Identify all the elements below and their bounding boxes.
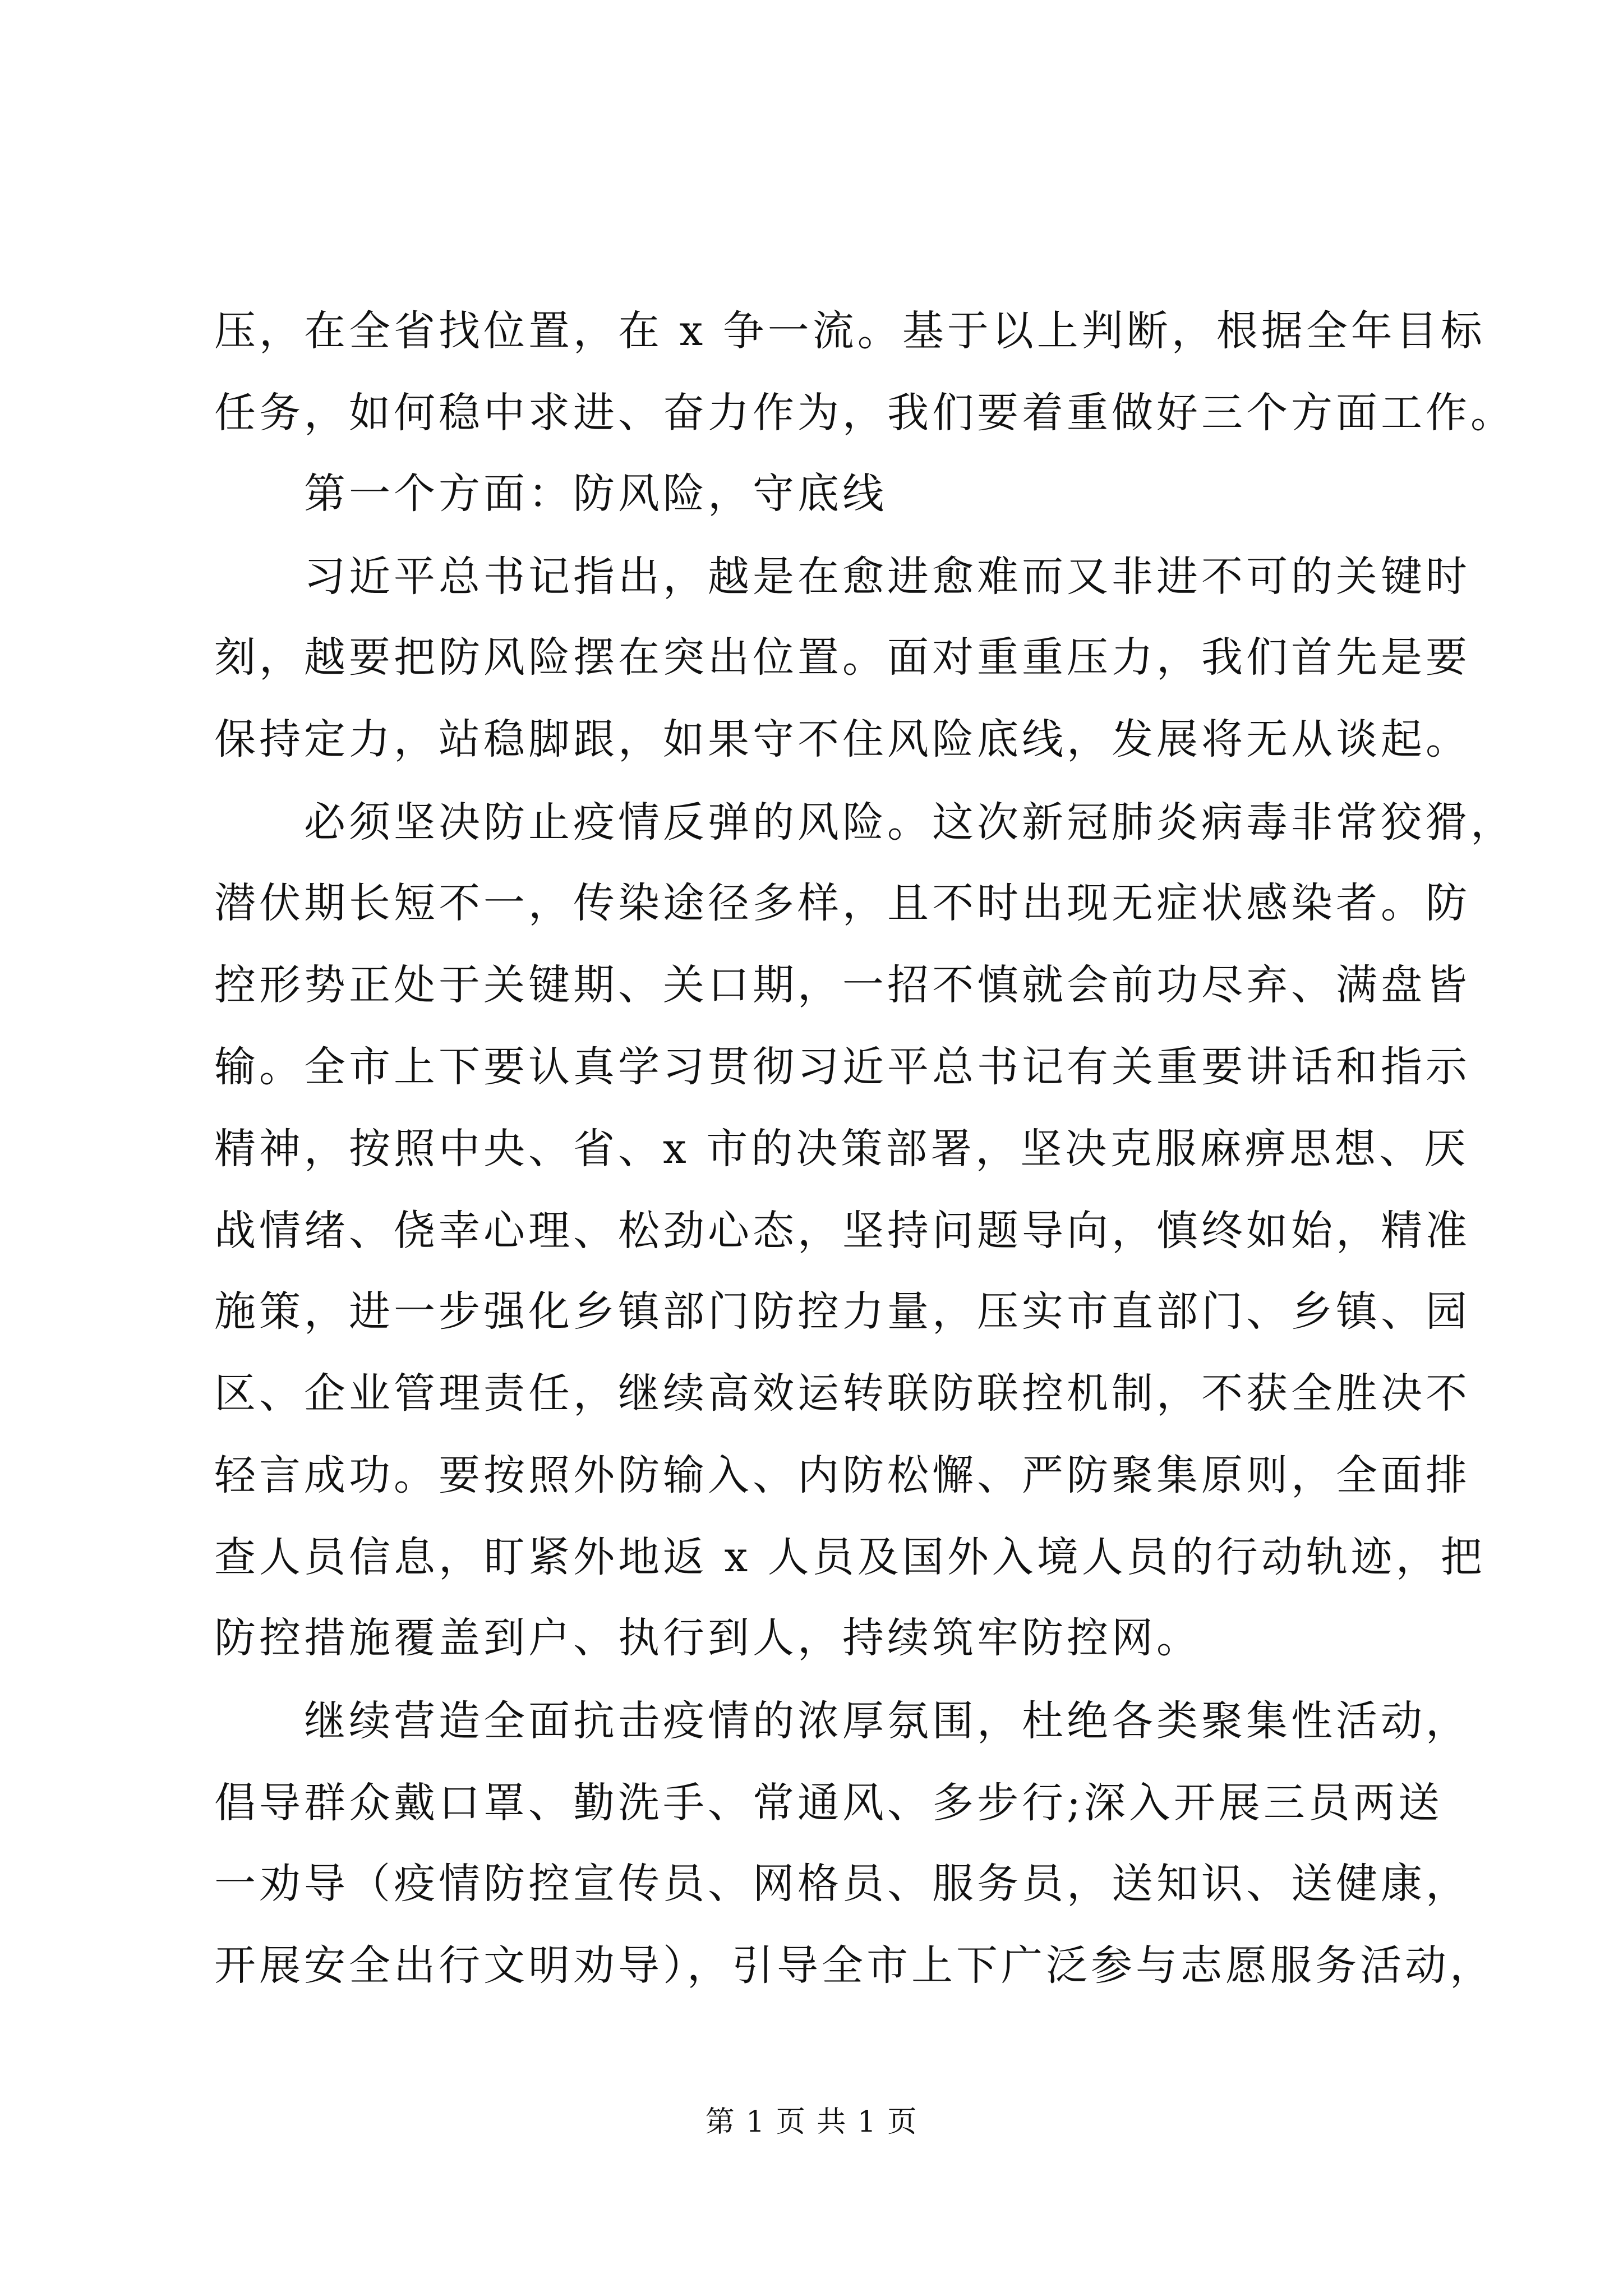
text-line: 潜伏期长短不一，传染途径多样，且不时出现无症状感染者。防: [214, 879, 1470, 927]
text-line: 保持定力，站稳脚跟，如果守不住风险底线，发展将无从谈起。: [214, 715, 1470, 763]
text-line: 任务，如何稳中求进、奋力作为，我们要着重做好三个方面工作。: [214, 389, 1515, 437]
section-heading: 第一个方面：防风险，守底线: [214, 470, 887, 518]
page-number-footer: 第 1 页 共 1 页: [705, 2105, 918, 2139]
text-line: 输。全市上下要认真学习贯彻习近平总书记有关重要讲话和指示: [214, 1043, 1470, 1091]
text-line: 轻言成功。要按照外防输入、内防松懈、严防聚集原则，全面排: [214, 1451, 1470, 1499]
text-line: 精神，按照中央、省、x 市的决策部署，坚决克服麻痹思想、厌: [214, 1125, 1469, 1173]
text-line: 查人员信息，盯紧外地返 x 人员及国外入境人员的行动轨迹，把: [214, 1533, 1486, 1581]
text-line: 防控措施覆盖到户、执行到人，持续筑牢防控网。: [214, 1614, 1201, 1662]
text-line: 继续营造全面抗击疫情的浓厚氛围，杜绝各类聚集性活动，: [214, 1697, 1470, 1745]
text-line: 施策，进一步强化乡镇部门防控力量，压实市直部门、乡镇、园: [214, 1287, 1470, 1336]
text-line: 开展安全出行文明劝导），引导全市上下广泛参与志愿服务活动，: [214, 1941, 1495, 1990]
text-line: 区、企业管理责任，继续高效运转联防联控机制，不获全胜决不: [214, 1369, 1470, 1418]
text-line: 控形势正处于关键期、关口期，一招不慎就会前功尽弃、满盘皆: [214, 961, 1470, 1009]
text-line: 刻，越要把防风险摆在突出位置。面对重重压力，我们首先是要: [214, 633, 1470, 682]
text-line: 压，在全省找位置，在 x 争一流。基于以上判断，根据全年目标: [214, 307, 1486, 355]
text-line: 倡导群众戴口罩、勤洗手、常通风、多步行;深入开展三员两送: [214, 1779, 1443, 1827]
text-line: 战情绪、侥幸心理、松劲心态，坚持问题导向，慎终如始，精准: [214, 1207, 1470, 1255]
text-line: 一劝导（疫情防控宣传员、网格员、服务员，送知识、送健康，: [214, 1860, 1470, 1908]
text-line: 习近平总书记指出，越是在愈进愈难而又非进不可的关键时: [214, 553, 1470, 601]
text-line: 必须坚决防止疫情反弹的风险。这次新冠肺炎病毒非常狡猾，: [214, 798, 1515, 846]
